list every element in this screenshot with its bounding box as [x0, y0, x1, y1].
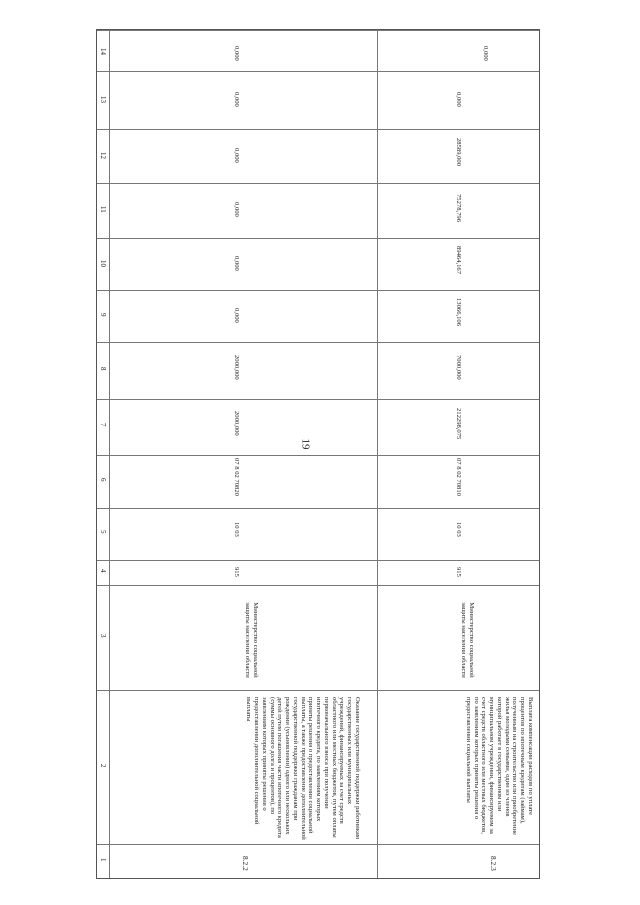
row-8-2-2-col11: 0,000	[233, 202, 240, 217]
row-8-2-2-number: 8.2.2	[241, 856, 250, 871]
col-boundary	[97, 560, 539, 561]
row-8-2-2-col13: 0,000	[233, 92, 240, 107]
col-header-4: 4	[99, 569, 107, 573]
row-8-2-2-col14: 0,000	[233, 46, 240, 61]
row-8-2-2-col9: 0,000	[233, 308, 240, 323]
row-8-2-3-col9: 13066,106	[455, 298, 462, 327]
col-boundary	[97, 342, 539, 343]
row-8-2-3-col12: 28589,000	[455, 138, 462, 167]
col-boundary	[97, 844, 539, 845]
data-table	[96, 29, 540, 879]
col-boundary	[97, 455, 539, 456]
row-8-2-3-col10: 89464,167	[455, 246, 462, 275]
col-boundary	[97, 290, 539, 291]
row-8-2-3-description: Выплата компенсации расходов по уплате процентов по ипотечным кредитам (займам), полученным на строительство или приобретение жилья молодыми семьями, один из членов которой работает в государственном или муниципальном учреждении, финансируемом за счет средств областного или местных бюджетов, по заявлениям которых приняты решения о предоставлении социальной выплаты	[464, 697, 534, 835]
col-header-13: 13	[99, 96, 107, 103]
col-header-2: 2	[99, 764, 107, 768]
row-8-2-2-col10: 0,000	[233, 256, 240, 271]
col-header-3: 3	[99, 634, 107, 638]
row-8-2-3-col14: 0,000	[482, 46, 489, 61]
col-boundary	[97, 690, 539, 691]
row-8-2-2-description: Оказание государственной поддержки работникам государственных или муниципальных учреждений, финансируемых за счет средств областного или местных бюджетов, путем оплаты первоначального взноса при получении ипотечного кредита, по заявлениям которых приняты решения о предоставлении социальной выплаты, а также предоставление дополнительной государственной поддержки гражданам при рождении (усыновлении) одного или нескольких детей путем погашения части ипотечного кредита (суммы основного долга и процентов), по заявлениям которых приняты решения о предоставлении дополнительной социальной выплаты	[245, 697, 361, 840]
row-8-2-2-col7: 2000,000	[233, 411, 240, 436]
row-8-2-2-col5: 10 03	[233, 522, 240, 537]
row-8-2-2-col4: 915	[233, 567, 240, 577]
row-divider	[377, 30, 378, 878]
col-boundary	[97, 129, 539, 130]
row-8-2-2-col8: 2000,000	[233, 355, 240, 380]
col-header-14: 14	[99, 48, 107, 55]
row-8-2-3-col4: 915	[455, 567, 462, 577]
col-header-1: 1	[99, 858, 107, 862]
header-divider	[109, 30, 110, 878]
row-8-2-3-number: 8.2.3	[489, 856, 498, 871]
col-header-6: 6	[99, 478, 107, 482]
col-header-10: 10	[99, 260, 107, 267]
row-8-2-2-executor: Министерство социальной защиты населения области	[244, 602, 259, 678]
col-boundary	[97, 508, 539, 509]
col-boundary	[97, 183, 539, 184]
col-boundary	[97, 399, 539, 400]
col-header-5: 5	[99, 530, 107, 534]
row-8-2-3-col6: 07 8 02 70810	[455, 458, 462, 496]
row-8-2-3-col5: 10 03	[455, 522, 462, 537]
col-boundary	[97, 238, 539, 239]
col-header-9: 9	[99, 313, 107, 317]
row-8-2-3-executor: Министерство социальной защиты населения области	[460, 602, 475, 678]
row-8-2-3-col13: 0,000	[455, 92, 462, 107]
row-8-2-2-col12: 0,000	[233, 148, 240, 163]
col-boundary	[97, 71, 539, 72]
col-boundary	[97, 30, 539, 31]
col-boundary	[97, 585, 539, 586]
col-header-12: 12	[99, 152, 107, 159]
row-8-2-3-col11: 75278,796	[455, 194, 462, 223]
col-header-8: 8	[99, 367, 107, 371]
col-header-7: 7	[99, 423, 107, 427]
row-8-2-2-col6: 07 8 02 70820	[233, 458, 240, 496]
row-8-2-3-col7: 212298,075	[455, 408, 462, 440]
row-8-2-3-col8: 7000,000	[455, 355, 462, 380]
page-number: 19	[299, 438, 312, 450]
col-header-11: 11	[99, 206, 107, 213]
